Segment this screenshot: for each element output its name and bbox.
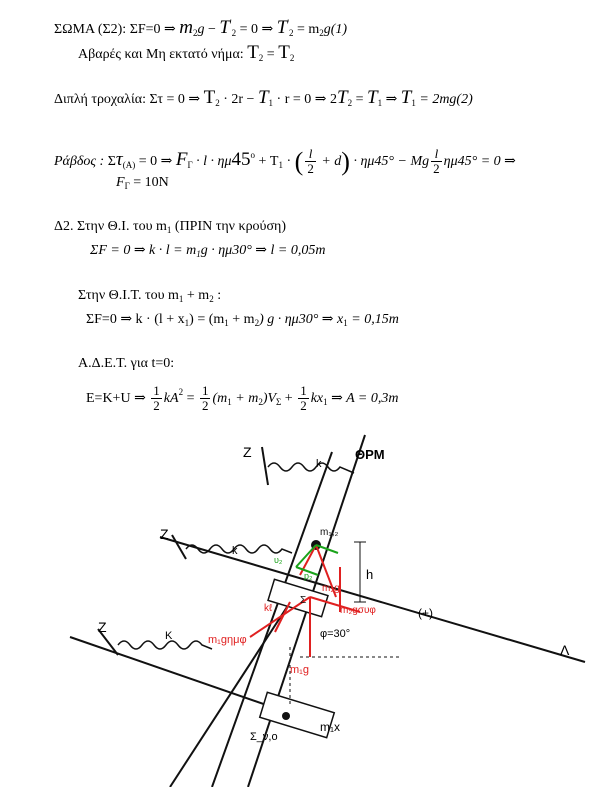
eq11-lead: E=K+U ⇒: [86, 391, 150, 406]
eq2-T2: T: [278, 42, 290, 63]
eq4-part3: ημ45° = 0 ⇒: [443, 154, 516, 169]
eq1-g: g: [197, 22, 205, 37]
eq1-eqmg: = m: [293, 22, 320, 37]
eq11-frac1-den: 2: [153, 398, 160, 414]
eq-line-3: [54, 89, 473, 112]
eq11-frac3-num: 1: [300, 383, 307, 399]
eq4-frac-den: 2: [307, 161, 314, 177]
label-m1g: m₁g: [290, 664, 309, 676]
eq3-part2: · r = 0 ⇒ 2: [273, 92, 337, 107]
eq3-T2: T: [203, 87, 216, 108]
eq11-sub2: 2: [258, 397, 263, 407]
eq9-mid: ) = (m: [189, 312, 225, 327]
eq2-T: T: [247, 42, 259, 63]
eq11-eq: =: [183, 391, 198, 406]
label-plus: (+): [418, 606, 433, 620]
eq3-sub2: 2: [215, 98, 220, 108]
label-v2: υ₂: [274, 555, 283, 565]
eq2-text: Αβαρές και Μη εκτατό νήμα:: [78, 47, 244, 62]
eq9-sub1c: 1: [343, 318, 348, 328]
eq3-eq: =: [352, 92, 367, 107]
physics-diagram: [0, 427, 596, 787]
eq5-F: F: [116, 175, 125, 190]
eq-line-2: [78, 44, 294, 67]
label-z-bot: Z: [98, 619, 107, 635]
eq2-sub: 2: [258, 53, 264, 63]
eq-line-5: [116, 174, 169, 195]
eq8-text: Στην Θ.Ι.Τ. του m: [78, 288, 179, 303]
eq9-end: ) g · ημ30° ⇒ x: [259, 312, 344, 327]
eq-line-6: [54, 218, 286, 239]
eq3-sub1c: 1: [411, 98, 416, 108]
eq1-g1: g(1): [323, 22, 348, 37]
eq-line-7: [90, 242, 325, 263]
eq4-eq0: = 0 ⇒: [135, 154, 176, 169]
walls: [98, 447, 268, 655]
eq-line-10: [78, 355, 174, 373]
eq11-subS: Σ: [276, 397, 282, 407]
eq7-text: ΣF = 0 ⇒ k · l = m: [90, 243, 197, 258]
label-angle: φ=30°: [320, 628, 351, 640]
eq3-sub1: 1: [268, 98, 274, 108]
label-m2gsyn: m₂gσυφ: [340, 605, 376, 616]
eq1-sub3: 2: [288, 28, 294, 38]
label-top-note: m₁,₂: [320, 527, 339, 538]
label-z-mid: Z: [160, 526, 169, 542]
eq11-plus: + m: [231, 391, 259, 406]
label-p2: p₂: [304, 571, 313, 581]
eq1-arrow: ⇒: [160, 22, 180, 37]
eq11-tail: ⇒ A = 0,3m: [327, 391, 399, 406]
eq6-text: Δ2. Στην Θ.Ι. του m: [54, 219, 167, 234]
eq9-text: ΣF=0 ⇒ k · (l + x: [86, 312, 185, 327]
eq4-tau: τ: [115, 149, 123, 170]
eq4-frac-num2: l: [431, 147, 442, 162]
label-m2g: m₂g: [322, 583, 340, 594]
eq1-sub: 2: [193, 28, 198, 38]
label-orm: ΘΡΜ: [355, 447, 385, 462]
eq11-frac1-num: 1: [153, 383, 160, 399]
eq-line-1: [54, 14, 347, 42]
eq1-prime: ': [229, 18, 232, 28]
label-k-mid: k: [232, 545, 238, 557]
label-m1x: m₁x: [320, 720, 341, 734]
eq9-final: = 0,15m: [347, 312, 399, 327]
label-lambda: Λ: [560, 642, 570, 658]
eq5-val: = 10N: [129, 175, 169, 190]
eq4-deg: o: [250, 150, 256, 160]
eq6-sub: 1: [166, 225, 172, 235]
eq4-sigma: Σ: [107, 154, 116, 169]
eq4-part2: · ημ45° − Mg: [349, 154, 430, 169]
eq3-sub2b: 2: [347, 98, 353, 108]
eq-line-8: [78, 287, 221, 308]
label-z-top: Z: [243, 444, 252, 460]
eq4-frac-l2: [305, 147, 316, 176]
eq4-frac-l2b: [431, 147, 442, 176]
eq2-sub2: 2: [289, 53, 295, 63]
eq11-kx: kx: [310, 391, 324, 406]
eq9-sub2: 2: [254, 318, 260, 328]
eq11-sub1b: 1: [323, 397, 328, 407]
eq2-eq: =: [263, 47, 279, 62]
eq4-dot: ·: [282, 154, 295, 169]
dotted-guides: [290, 647, 400, 707]
eq7-text2: g · ημ30° ⇒ l = 0,05m: [200, 243, 326, 258]
eq7-sub: 1: [196, 249, 201, 259]
label-kl: kℓ: [264, 603, 273, 614]
eq4-sub1: 1: [278, 160, 283, 170]
eq11-frac2: [200, 384, 211, 413]
block-middle: [268, 579, 328, 616]
eq11-kA: kA: [163, 391, 179, 406]
spring-top: [268, 463, 354, 473]
eq3-label: Διπλή τροχαλία:: [54, 92, 146, 107]
eq9-sub1b: 1: [224, 318, 229, 328]
eq3-part1: · 2r −: [219, 92, 258, 107]
eq11-frac2-den: 2: [201, 398, 209, 414]
eq8-colon: :: [213, 288, 222, 303]
eq1-m: m: [179, 17, 193, 38]
eq8-sub1: 1: [178, 294, 184, 304]
eq11-frac3: [298, 384, 309, 413]
mass-dot-bot: [282, 712, 290, 720]
eq4-rparen: ): [341, 146, 350, 176]
eq3-T1b: T: [366, 87, 378, 108]
eq11-sq: 2: [178, 387, 184, 397]
eq8-sub2: 2: [209, 294, 214, 304]
eq3-sub1b: 1: [377, 98, 383, 108]
eq4-F: F: [175, 149, 188, 170]
eq11-close: )V: [262, 391, 277, 406]
eq5-sub: Γ: [124, 181, 130, 191]
spring-bot: [118, 641, 212, 649]
label-sys: Σ_ν,ο: [250, 731, 278, 743]
eq11-plus2: +: [281, 391, 297, 406]
eq-line-11: [86, 375, 398, 419]
label-h: h: [366, 567, 374, 582]
eq3-T1c: T: [400, 87, 412, 108]
eq4-subG: Γ: [187, 160, 193, 170]
eq4-subA: (Α): [122, 160, 136, 170]
eq1-eq0: = 0 ⇒: [236, 22, 277, 37]
eq9-plus: + m: [228, 312, 255, 327]
eq1-T2: T: [276, 17, 288, 38]
eq11-frac3-den: 2: [300, 398, 307, 414]
eq4-angle: 45: [231, 149, 251, 170]
eq3-T2b: T: [337, 87, 348, 108]
eq4-frac-den2: 2: [433, 161, 440, 177]
eq-line-9: [86, 311, 399, 332]
eq3-end: = 2mg(2): [415, 92, 473, 107]
eq1-minus: −: [204, 22, 220, 37]
eq11-frac2-num: 1: [201, 383, 209, 399]
eq6-text2: (ΠΡΙΝ την κρούση): [171, 219, 287, 234]
label-m1gnm: m₁gημφ: [208, 634, 247, 646]
eq4-label: Ράβδος :: [54, 154, 105, 169]
wall-top: [262, 447, 268, 485]
eq3-arrow: ⇒: [382, 92, 401, 107]
label-sigma: Σ: [300, 595, 307, 606]
eq1-sub4: 2: [319, 28, 324, 38]
label-k-bot: K: [165, 630, 173, 642]
eq11-sub1: 1: [227, 397, 232, 407]
eq1-label: ΣΩΜΑ (Σ2): ΣF=0: [54, 22, 161, 37]
eq11-frac1: [151, 384, 162, 413]
eq3-T1: T: [257, 87, 269, 108]
h-marker: [354, 542, 366, 602]
eq1-sub2: 2: [231, 28, 237, 38]
eq3-sum: Στ = 0 ⇒: [145, 92, 204, 107]
eq11-mparen: (m: [212, 391, 228, 406]
eq1-T: T: [219, 17, 230, 38]
eq10-text: Α.Δ.Ε.Τ. για t=0:: [78, 356, 175, 371]
eq4-part1: · l · ημ: [192, 154, 232, 169]
eq1-prime2: ': [287, 18, 289, 28]
eq4-lparen: (: [294, 146, 304, 176]
eq9-sub1: 1: [184, 318, 190, 328]
eq4-plusT: + Τ: [255, 154, 279, 169]
eq4-frac-num: l: [305, 147, 316, 162]
wall-mid: [172, 535, 186, 559]
label-k-top: k: [316, 458, 322, 470]
eq4-plusd: + d: [317, 154, 342, 169]
eq8-plus: + m: [183, 288, 210, 303]
